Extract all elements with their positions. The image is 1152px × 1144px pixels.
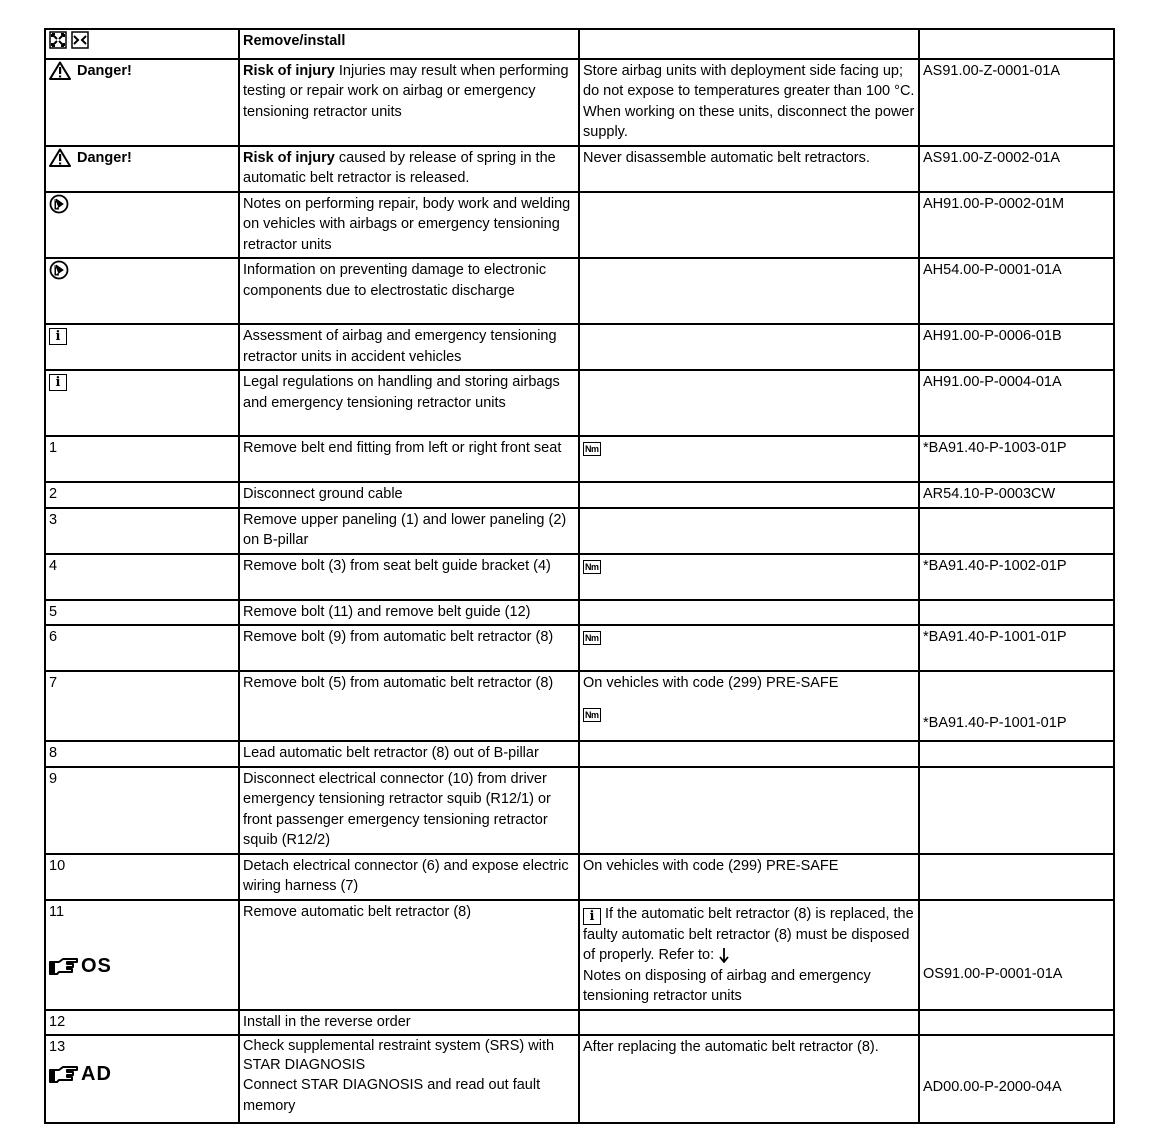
step-number: 6 <box>45 625 239 671</box>
danger-row <box>45 59 1114 146</box>
step-text: Lead automatic belt retractor (8) out of B-pillar <box>239 741 579 767</box>
note-text: Information on preventing damage to electronic components due to electrostatic discharge <box>239 258 579 324</box>
step-number: 5 <box>45 600 239 626</box>
step-number: 2 <box>45 482 239 508</box>
step-reference[interactable]: *BA91.40-P-1001-01P <box>919 625 1114 671</box>
torque-nm-icon[interactable]: Nm <box>585 444 599 454</box>
step-text: Remove automatic belt retractor (8) <box>239 900 579 1010</box>
step-row <box>45 436 1114 482</box>
step-reference[interactable]: *BA91.40-P-1001-01P <box>923 715 1067 731</box>
procedure-table <box>44 28 1115 1124</box>
step-row <box>45 741 1114 767</box>
step-text: Install in the reverse order <box>239 1010 579 1036</box>
step-row <box>45 600 1114 626</box>
pointing-hand-icon <box>49 1064 79 1084</box>
arrow-down-icon[interactable] <box>718 947 730 963</box>
step-number: 9 <box>45 767 239 854</box>
step-text: Detach electrical connector (6) and expose electric wiring harness (7) <box>239 854 579 900</box>
note-text: Legal regulations on handling and storing airbags and emergency tensioning retractor units <box>239 370 579 436</box>
step-row <box>45 1010 1114 1036</box>
step-row <box>45 767 1114 854</box>
step-row <box>45 900 1114 1010</box>
step-reference[interactable]: AR54.10-P-0003CW <box>919 482 1114 508</box>
info-icon: i <box>49 374 67 391</box>
step-text: Disconnect electrical connector (10) from driver emergency tensioning retractor squib (R12/1) or front passenger emergency tensioning retractor squib (R12/2) <box>239 767 579 854</box>
step-number: 7 <box>45 671 239 741</box>
step-note: After replacing the automatic belt retractor (8). <box>579 1035 919 1123</box>
torque-nm-icon[interactable]: Nm <box>585 561 599 572</box>
remove-install-icon <box>49 31 89 56</box>
torque-nm-icon[interactable]: Nm <box>585 709 599 720</box>
step-text: Remove belt end fitting from left or right front seat <box>239 436 579 482</box>
note-reference[interactable]: AH54.00-P-0001-01A <box>919 258 1114 324</box>
note-reference[interactable]: AH91.00-P-0002-01M <box>919 192 1114 259</box>
risk-text: caused by release of spring in the automatic belt retractor is released. <box>243 149 556 186</box>
step-note-link[interactable]: Notes on disposing of airbag and emergency tensioning retractor units <box>583 967 871 1004</box>
step-text-2: Connect STAR DIAGNOSIS and read out fault memory <box>243 1077 541 1114</box>
note-row <box>45 324 1114 370</box>
step-text: Remove upper paneling (1) and lower paneling (2) on B-pillar <box>239 508 579 554</box>
step-note: On vehicles with code (299) PRE-SAFE <box>579 854 919 900</box>
step-row <box>45 482 1114 508</box>
step-number: 3 <box>45 508 239 554</box>
warning-triangle-icon <box>49 148 71 167</box>
step-row <box>45 554 1114 600</box>
danger-label: Danger! <box>77 149 132 166</box>
step-text: Remove bolt (11) and remove belt guide (12) <box>239 600 579 626</box>
step-text: Disconnect ground cable <box>239 482 579 508</box>
torque-nm-icon[interactable]: Nm <box>585 633 599 643</box>
step-text: Check supplemental restraint system (SRS) with STAR DIAGNOSIS <box>243 1038 555 1073</box>
notice-icon <box>49 260 69 280</box>
step-reference[interactable]: *BA91.40-P-1002-01P <box>919 554 1114 600</box>
danger-measure: Never disassemble automatic belt retractors. <box>579 146 919 192</box>
step-number: 4 <box>45 554 239 600</box>
warning-triangle-icon <box>49 61 71 80</box>
note-text: Notes on performing repair, body work and welding on vehicles with airbags or emergency tensioning retractor units <box>239 192 579 259</box>
step-number: 12 <box>45 1010 239 1036</box>
step-row <box>45 854 1114 900</box>
danger-label: Danger! <box>77 62 132 79</box>
risk-heading: Risk of injury <box>243 149 335 166</box>
step-number: 13 <box>49 1039 66 1055</box>
step-row <box>45 671 1114 741</box>
step-number: 10 <box>45 854 239 900</box>
step-text: Remove bolt (3) from seat belt guide bracket (4) <box>239 554 579 600</box>
step-note: On vehicles with code (299) PRE-SAFE <box>583 675 839 691</box>
note-reference[interactable]: AH91.00-P-0006-01B <box>919 324 1114 370</box>
pointing-hand-icon <box>49 956 79 976</box>
step-row <box>45 508 1114 554</box>
step-note: i If the automatic belt retractor (8) is replaced, the faulty automatic belt retractor (8) must be disposed of properly. Refer to: <box>583 905 914 963</box>
header-title: Remove/install <box>239 29 579 59</box>
os-reference-tag[interactable]: OS <box>49 956 235 977</box>
step-number: 11 <box>49 903 65 920</box>
note-reference[interactable]: AH91.00-P-0004-01A <box>919 370 1114 436</box>
note-row <box>45 192 1114 259</box>
danger-reference[interactable]: AS91.00-Z-0001-01A <box>919 59 1114 146</box>
step-row <box>45 625 1114 671</box>
risk-text: Injuries may result when performing testing or repair work on airbag or emergency tensioning retractor units <box>243 62 569 120</box>
step-reference[interactable]: OS91.00-P-0001-01A <box>923 965 1063 982</box>
info-icon: i <box>583 908 601 925</box>
danger-row <box>45 146 1114 192</box>
danger-reference[interactable]: AS91.00-Z-0002-01A <box>919 146 1114 192</box>
note-text: Assessment of airbag and emergency tensioning retractor units in accident vehicles <box>239 324 579 370</box>
note-row <box>45 258 1114 324</box>
ad-reference-tag[interactable]: AD <box>49 1064 235 1085</box>
step-number: 8 <box>45 741 239 767</box>
step-number: 1 <box>45 436 239 482</box>
step-text: Remove bolt (9) from automatic belt retractor (8) <box>239 625 579 671</box>
step-reference[interactable]: AD00.00-P-2000-04A <box>923 1079 1062 1095</box>
notice-icon <box>49 194 69 214</box>
danger-measure: Store airbag units with deployment side facing up; do not expose to temperatures greater than 100 °C. When working on these units, disconnect the power supply. <box>579 59 919 146</box>
step-text: Remove bolt (5) from automatic belt retractor (8) <box>239 671 579 741</box>
risk-heading: Risk of injury <box>243 62 335 79</box>
step-row <box>45 1035 1114 1123</box>
step-reference[interactable]: *BA91.40-P-1003-01P <box>919 436 1114 482</box>
info-icon: i <box>49 328 67 345</box>
table-header-row <box>45 29 1114 59</box>
note-row <box>45 370 1114 436</box>
